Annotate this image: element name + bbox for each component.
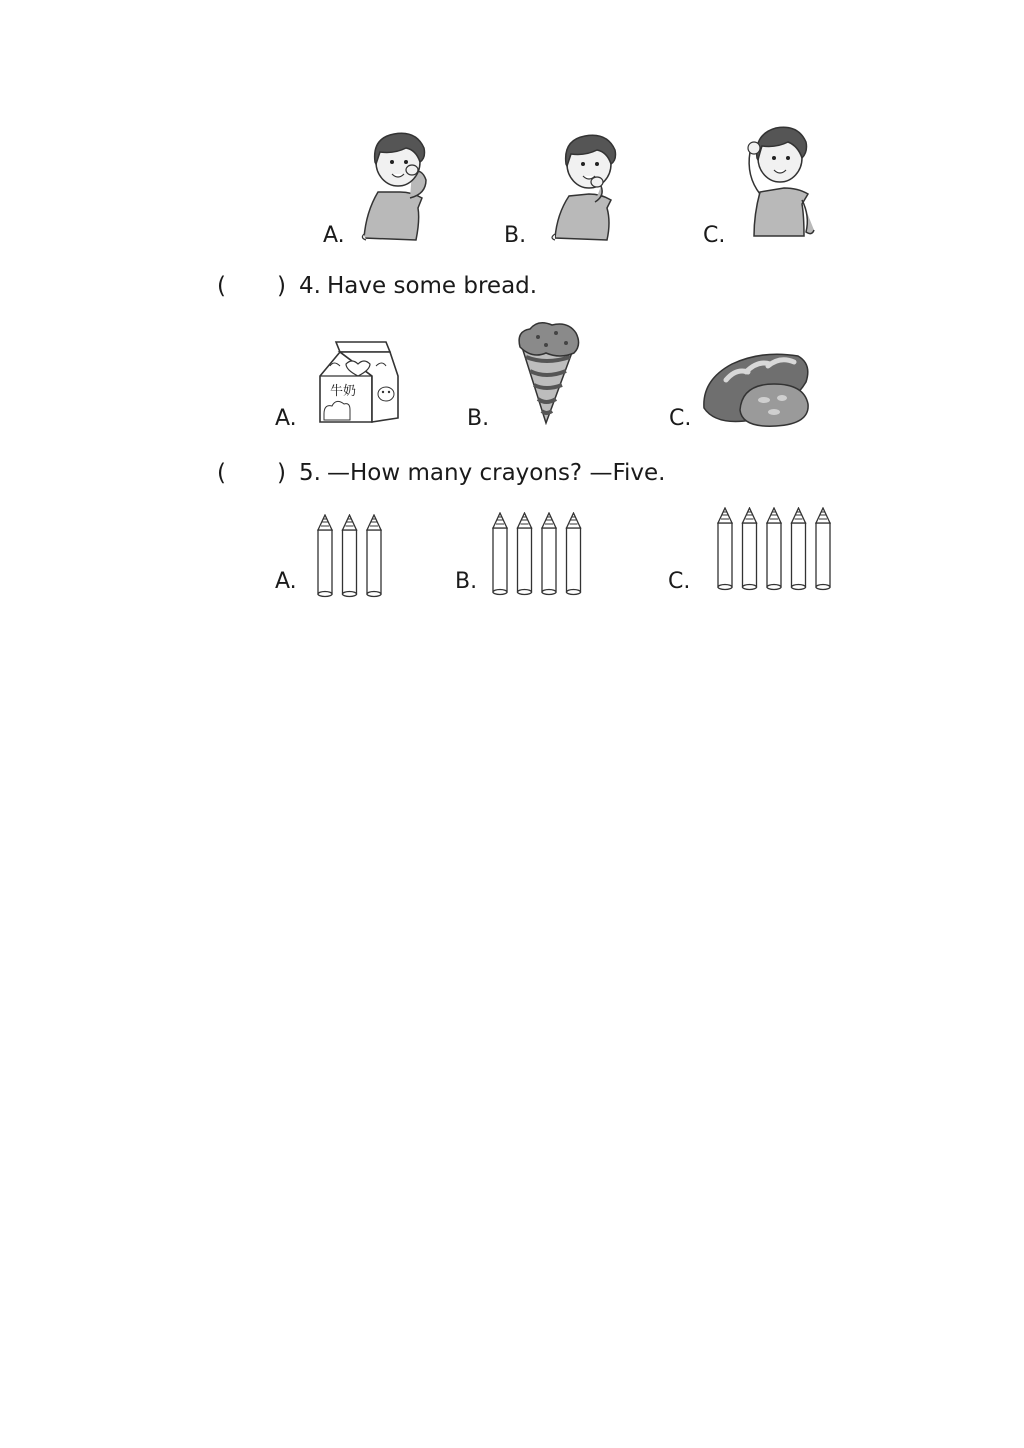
crayon-icon [767, 508, 781, 590]
bread-icon [704, 354, 808, 426]
q4-open-paren: ( [217, 273, 226, 299]
boy-touching-head-icon [742, 124, 816, 240]
q4-option-b-label: B. [467, 406, 490, 431]
crayon-icon [318, 515, 332, 597]
q4-number: 4. [299, 273, 321, 299]
crayon-icon [493, 513, 507, 595]
milk-carton-text: 牛奶 [330, 384, 357, 399]
q4-answer-blank[interactable] [232, 274, 272, 300]
crayon-icon [743, 508, 757, 590]
q5-option-a-label: A. [275, 569, 297, 594]
crayon-icon [542, 513, 556, 595]
q5-answer-blank[interactable] [232, 461, 272, 487]
crayon-icon [343, 515, 357, 597]
q4-question-text: Have some bread. [327, 273, 538, 299]
q3-option-a-label: A. [323, 223, 345, 248]
q5-question-text: —How many crayons? —Five. [327, 460, 666, 486]
crayon-icon [816, 508, 830, 590]
q4-close-paren: ) [277, 273, 286, 299]
q4-option-a-label: A. [275, 406, 297, 431]
boy-touching-nose-icon [360, 128, 435, 244]
q5-close-paren: ) [277, 460, 286, 486]
ice-cream-cone-icon [516, 321, 582, 425]
q5-open-paren: ( [217, 460, 226, 486]
boy-touching-mouth-icon [547, 134, 627, 244]
q4-option-c-label: C. [669, 406, 692, 431]
q5-option-b-label: B. [455, 569, 478, 594]
crayon-icon [718, 508, 732, 590]
q5-option-c-label: C. [668, 569, 691, 594]
q5-option-c-crayons [717, 507, 831, 591]
crayon-icon [792, 508, 806, 590]
crayon-icon [518, 513, 532, 595]
q5-option-b-crayons [492, 512, 582, 596]
q5-number: 5. [299, 460, 321, 486]
q5-option-a-crayons [317, 514, 382, 598]
q3-option-c-label: C. [703, 223, 726, 248]
milk-carton-icon [316, 340, 400, 426]
q3-option-b-label: B. [504, 223, 527, 248]
crayon-icon [567, 513, 581, 595]
crayon-icon [367, 515, 381, 597]
